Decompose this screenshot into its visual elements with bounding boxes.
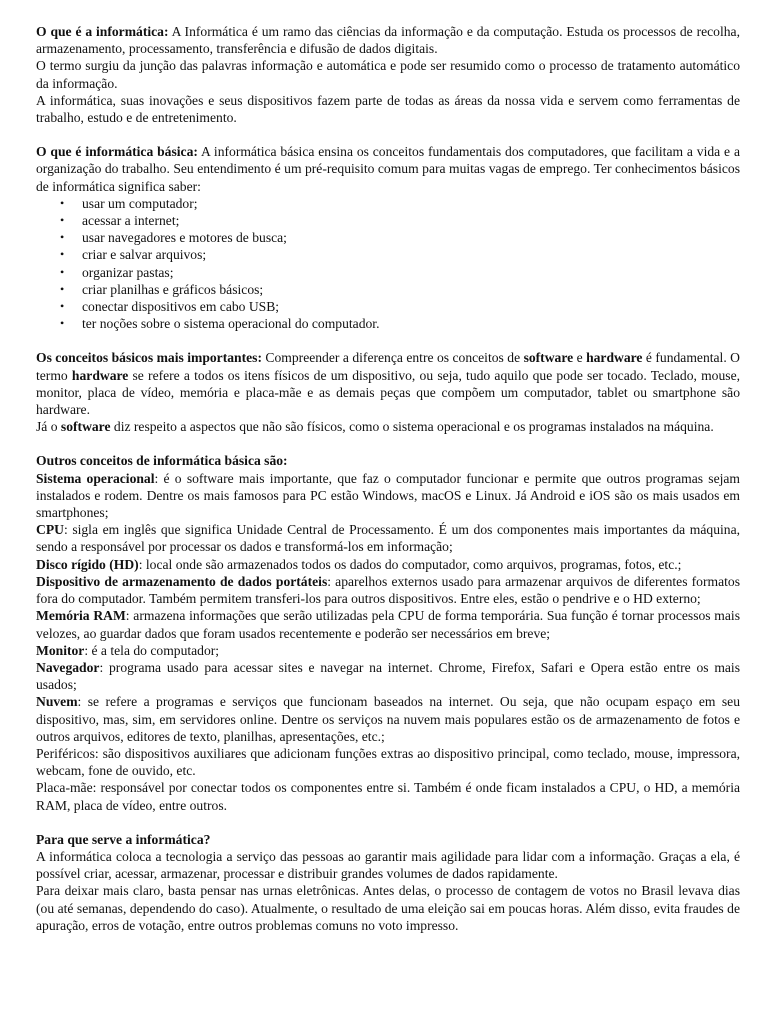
definition-text: : sigla em inglês que significa Unidade Central de Processamento. É um dos componentes mais importantes da máquina, sendo a responsável por processar os dados e transformá-los em informação; xyxy=(36,522,740,555)
paragraph-informatica-vida: A informática, suas inovações e seus dispositivos fazem parte de todas as áreas da nossa vida e servem como ferramentas de trabalho, estudo e de entretenimento. xyxy=(36,92,740,126)
definition-item xyxy=(36,607,740,641)
definition-item xyxy=(36,573,740,607)
text-segment: Já o xyxy=(36,419,61,435)
text-segment: Compreender a diferença entre os conceitos de xyxy=(261,350,524,366)
definition-perifericos: Periféricos: são dispositivos auxiliares que adicionam funções extras ao dispositivo principal, como teclado, mouse, impressora, webcam, fone de ouvido, etc. xyxy=(36,745,740,779)
definition-item xyxy=(36,470,740,522)
text-segment: se refere a todos os itens físicos de um dispositivo, ou seja, tudo aquilo que pode ser tocado. Teclado, mouse, monitor, placa de vídeo, memória e placa-mãe e as demais peças que compõem um computador, tablet ou smartphone são hardware. xyxy=(36,367,741,418)
heading-informatica-basica: O que é informática básica: xyxy=(36,144,198,160)
paragraph-urnas-eletronicas: Para deixar mais claro, basta pensar nas urnas eletrônicas. Antes delas, o processo de contagem de votos no Brasil levava dias (ou até semanas, dependendo do caso). Atualmente, o resultado de uma eleição sai em poucas horas. Além disso, evita fraudes de apuração, erros de votação, entre outros problemas comuns no voto impresso. xyxy=(36,883,740,933)
definition-text: : armazena informações que serão utilizadas pela CPU de forma temporária. Sua função é tornar processos mais velozes, ao guardar dados que foram usados recentemente e poderão ser necessários em breve; xyxy=(36,608,740,641)
list-item-text: usar navegadores e motores de busca; xyxy=(82,230,287,246)
paragraph-informatica-basica xyxy=(36,143,740,195)
definition-term: Monitor xyxy=(36,642,85,658)
list-item xyxy=(60,281,740,298)
list-item-text: criar e salvar arquivos; xyxy=(82,247,207,263)
paragraph-informatica-definition xyxy=(36,23,740,57)
definition-item xyxy=(36,642,740,659)
definition-text: : aparelhos externos usado para armazenar arquivos de diferentes formatos fora do computador. Também permitem transferi-los para outros dispositivos. Entre eles, estão o pendrive e o HD externo; xyxy=(36,573,740,607)
bullet-icon: • xyxy=(60,316,65,331)
paragraph-software xyxy=(36,418,740,435)
text-informatica-definition: A Informática é um ramo das ciências da informação e da computação. Estuda os processos de recolha, armazenamento, processamento, transferência e difusão de dados digitais. xyxy=(36,24,740,57)
heading-o-que-e-informatica: O que é a informática: xyxy=(36,24,169,39)
bullet-icon: • xyxy=(60,195,65,210)
list-item-text: acessar a internet; xyxy=(82,213,180,229)
list-item xyxy=(60,298,740,315)
spacer xyxy=(36,126,740,143)
heading-conceitos-basicos: Os conceitos básicos mais importantes: xyxy=(36,350,262,366)
term-hardware: hardware xyxy=(71,367,129,383)
definition-item xyxy=(36,556,740,573)
text-segment: e xyxy=(573,350,587,366)
text-segment: diz respeito a aspectos que não são físicos, como o sistema operacional e os programas instalados na máquina. xyxy=(110,419,714,435)
term-software: software xyxy=(60,419,111,435)
list-item-text: usar um computador; xyxy=(82,195,198,211)
text-informatica-basica-intro: A informática básica ensina os conceitos fundamentais dos computadores, que facilitam a vida e a organização do trabalho. Seu entendimento é um pré-requisito comum para muitas vagas de emprego. Ter conhecimentos básicos de informática significa saber: xyxy=(36,144,740,194)
definition-item xyxy=(36,693,740,745)
list-item xyxy=(60,315,740,332)
bullet-icon: • xyxy=(60,299,65,314)
list-item xyxy=(60,229,740,246)
spacer xyxy=(36,435,740,452)
term-hardware: hardware xyxy=(586,350,643,366)
list-item-text: organizar pastas; xyxy=(82,264,174,280)
list-item-text: conectar dispositivos em cabo USB; xyxy=(82,299,280,315)
skills-bullet-list xyxy=(36,195,740,333)
list-item-text: criar planilhas e gráficos básicos; xyxy=(82,281,264,297)
definition-term: Nuvem xyxy=(36,694,78,710)
definition-text: : programa usado para acessar sites e navegar na internet. Chrome, Firefox, Safari e Opera estão entre os mais usados; xyxy=(36,659,740,693)
definition-term: Sistema operacional xyxy=(36,470,155,486)
heading-para-que-serve xyxy=(36,831,740,848)
definition-text: : local onde são armazenados todos os dados do computador, como arquivos, programas, fotos, etc.; xyxy=(138,556,682,572)
definition-text: : é a tela do computador; xyxy=(84,642,220,658)
definition-item xyxy=(36,521,740,555)
paragraph-termo-origem: O termo surgiu da junção das palavras informação e automática e pode ser resumido como o processo de tratamento automático da informação. xyxy=(36,58,740,91)
list-item xyxy=(60,212,740,229)
list-item xyxy=(60,264,740,281)
text-segment: é fundamental. O termo xyxy=(36,350,740,383)
bullet-icon: • xyxy=(60,230,65,245)
definition-term: Dispositivo de armazenamento de dados portáteis xyxy=(36,573,328,589)
spacer xyxy=(36,814,740,831)
list-item xyxy=(60,195,740,212)
spacer xyxy=(36,332,740,349)
heading-outros-conceitos xyxy=(36,452,740,469)
term-software: software xyxy=(523,350,574,366)
definition-item xyxy=(36,659,740,693)
definition-term: Memória RAM xyxy=(36,608,126,624)
definition-term: CPU xyxy=(36,522,64,538)
bullet-icon: • xyxy=(60,247,65,262)
bullet-icon: • xyxy=(60,281,65,296)
paragraph-conceitos-basicos xyxy=(36,349,740,418)
definition-text: : se refere a programas e serviços que funcionam baseados na internet. Ou seja, que não ocupam espaço em seu dispositivo, mas, sim, em servidores online. Dentre os serviços na nuvem mais populares estão os de armazenamento de fotos e outros arquivos, editores de texto, planilhas, apresentações, etc.; xyxy=(36,694,740,744)
heading-outros-conceitos-text: Outros conceitos de informática básica são: xyxy=(36,453,288,469)
definition-term: Disco rígido (HD) xyxy=(36,556,139,572)
list-item xyxy=(60,246,740,263)
bullet-icon: • xyxy=(60,264,65,279)
definition-text: : é o software mais importante, que faz o computador funcionar e permite que outros programas sejam instalados e rodem. Dentre os mais famosos para PC estão Windows, macOS e Linux. Já Android e iOS são os mais usados em smartphones; xyxy=(36,470,740,521)
definition-term: Navegador xyxy=(36,659,100,675)
bullet-icon: • xyxy=(60,213,65,228)
definition-placa-mae: Placa-mãe: responsável por conectar todos os componentes entre si. Também é onde ficam instalados a CPU, o HD, a memória RAM, placa de vídeo, entre outros. xyxy=(36,780,740,813)
paragraph-para-que-serve: A informática coloca a tecnologia a serviço das pessoas ao garantir mais agilidade para lidar com a informação. Graças a ela, é possível criar, acessar, armazenar, processar e distribuir grandes volumes de dados rapidamente. xyxy=(36,848,740,882)
list-item-text: ter noções sobre o sistema operacional do computador. xyxy=(82,316,380,332)
heading-para-que-serve-text: Para que serve a informática? xyxy=(36,831,211,847)
